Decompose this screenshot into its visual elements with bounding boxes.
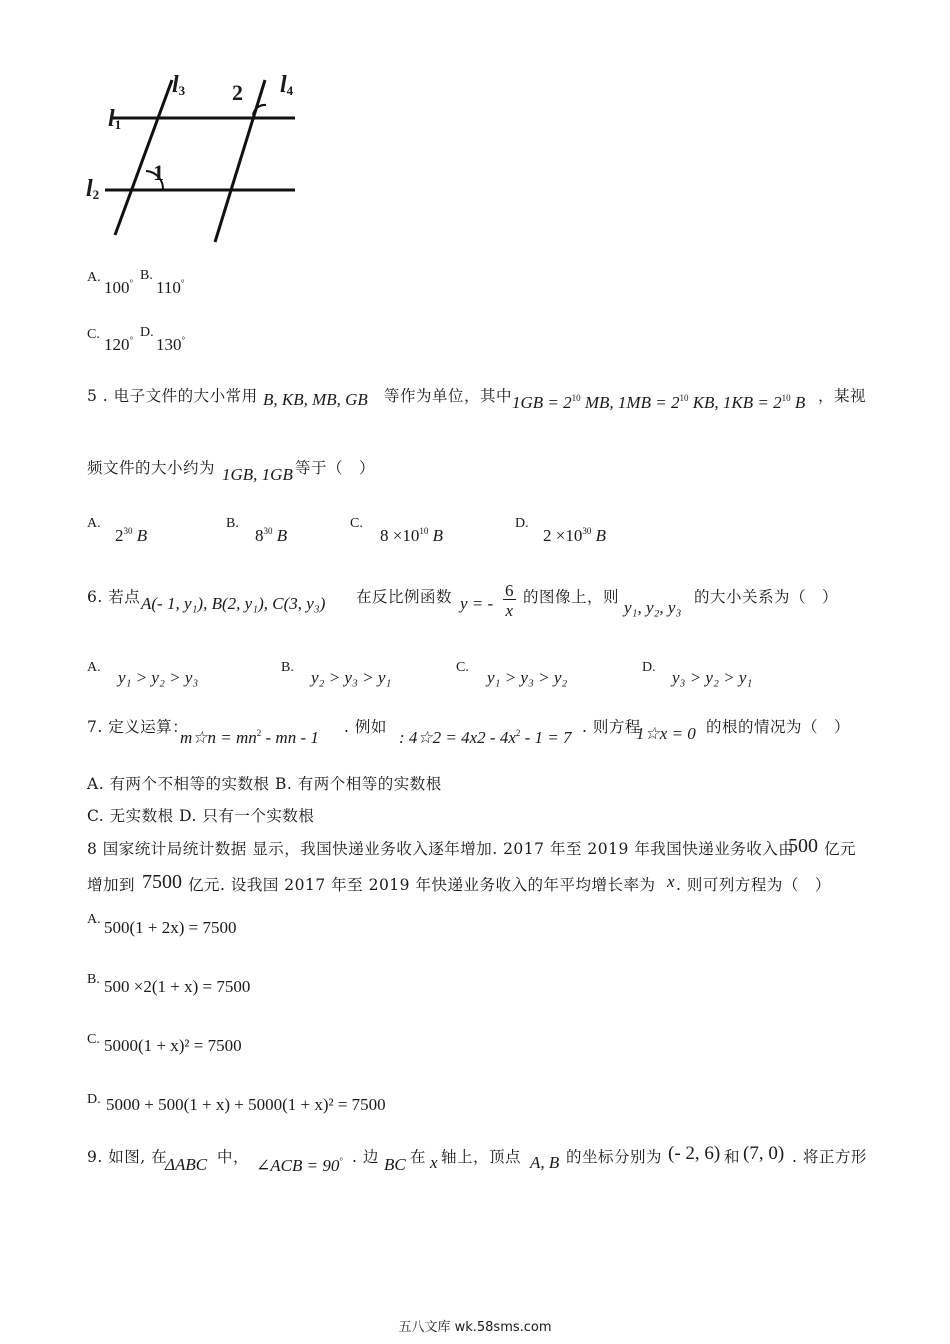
q7-options-line-2: C. 无实数根 D. 只有一个实数根 (87, 807, 315, 825)
q6-option-a-value: y₁ > y₂ > y₃ (118, 668, 199, 687)
q5-option-d-value: $2 \times 10^{30}$ B (543, 526, 606, 545)
q5-relation: $1GB = 2^{10}$ MB, $1MB = 2^{10}$ KB, $1KB = 2^{10}$ B (512, 393, 806, 412)
label-angle-2: 2 (232, 80, 243, 105)
q6-option-d-value: y₃ > y₂ > y₁ (672, 668, 753, 687)
q7-options-line-1: A. 有两个不相等的实数根 B. 有两个相等的实数根 (87, 775, 442, 793)
q8-line2-var: x (667, 872, 675, 891)
q9-axis-x: x (430, 1153, 438, 1172)
q4-option-a-value: 100° (104, 278, 134, 297)
q6-option-b-value: y₂ > y₃ > y₁ (311, 668, 392, 687)
q4-option-d-letter: D. (140, 325, 154, 340)
q6-func-fraction: $\frac{6}{x}$ (505, 581, 514, 620)
q5-line2-b: 等于（ ） (295, 459, 376, 477)
q9-stem-b: 中， (217, 1148, 250, 1166)
q7-stem-a: 7. 定义运算： (87, 718, 189, 736)
q6-option-b-letter: B. (281, 660, 294, 675)
label-angle-1: 1 (153, 160, 164, 185)
q4-option-b-value: 110° (156, 278, 185, 297)
q9-stem-e: 轴上，顶点 (441, 1148, 522, 1166)
q6-stem-b: 在反比例函数 (356, 588, 453, 606)
q9-coord-b: (7, 0) (743, 1143, 785, 1164)
q7-stem-d: 的根的情况为（ ） (706, 718, 851, 736)
q5-stem-b: 等作为单位，其中 (384, 387, 513, 405)
q4-option-b-letter: B. (140, 268, 153, 283)
label-l4: $l_4$ (280, 72, 294, 98)
q6-vars: y₁, y₂, y₃ (624, 598, 682, 617)
q5-line2-math: 1GB, 1GB (222, 465, 293, 484)
q7-example: : 4☆2 = $4x2 - 4x^2 - 1 = 7$ (399, 728, 572, 747)
q6-option-c-letter: C. (456, 660, 469, 675)
parallel-lines-figure (80, 70, 310, 250)
q9-coord-a: (- 2, 6) (668, 1143, 721, 1164)
q9-vertices: A, B (530, 1153, 560, 1172)
q6-stem-a: 6. 若点 (87, 588, 141, 606)
q8-option-a-value: 500(1 + 2x) = 7500 (104, 918, 237, 937)
label-l2: $l_2$ (86, 176, 100, 202)
q9-stem-h: . 将正方形 (792, 1148, 867, 1166)
q6-points: A(- 1, y₁), B(2, y₁), C(3, y₃) (141, 594, 326, 613)
q9-triangle: ΔABC (165, 1155, 208, 1174)
q8-line1-a: 8 国家统计局统计数据 显示，我国快递业务收入逐年增加. 2017 年至 2019 年我国快递业务收入由 (87, 840, 795, 858)
q6-stem-c: 的图像上，则 (523, 588, 620, 606)
q5-line2-a: 频文件的大小约为 (87, 459, 216, 477)
q5-option-b-value: $8^{30}$ B (255, 526, 288, 545)
q8-line2-a: 增加到 (87, 876, 136, 894)
q6-func-lhs: y = - (460, 594, 494, 613)
q6-option-a-letter: A. (87, 660, 101, 675)
q5-option-a-value: $2^{30}$ B (115, 526, 148, 545)
q4-option-d-value: 130° (156, 335, 186, 354)
q8-line1-num: 500 (788, 835, 818, 857)
q5-stem-a: 5 . 电子文件的大小常用 (87, 387, 258, 405)
q8-option-d-value: 5000 + 500(1 + x) + 5000(1 + x)² = 7500 (106, 1095, 386, 1114)
q7-definition: m☆n = $mn^2$ - mn - 1 (180, 728, 319, 747)
q5-option-c-value: $8 \times 10^{10}$ B (380, 526, 443, 545)
q8-line2-b: 亿元. 设我国 2017 年至 2019 年快递业务收入的年平均增长率为 (188, 876, 656, 894)
label-l1: $l_1$ (108, 106, 122, 132)
q8-option-b-value: 500 ×2(1 + x) = 7500 (104, 977, 251, 996)
q8-line2-c: . 则可列方程为（ ） (676, 876, 831, 894)
q6-option-c-value: y₁ > y₃ > y₂ (487, 668, 568, 687)
q9-stem-f: 的坐标分别为 (566, 1148, 663, 1166)
q9-side-bc: BC (384, 1155, 406, 1174)
label-l3: $l_3$ (172, 72, 186, 98)
q8-line1-b: 亿元 (824, 840, 857, 858)
q8-option-c-value: 5000(1 + x)² = 7500 (104, 1036, 242, 1055)
q9-stem-a: 9. 如图, 在 (87, 1148, 168, 1166)
page-footer-watermark: 五八文库 wk.58sms.com (398, 1320, 552, 1335)
q7-stem-b: . 例如 (344, 718, 387, 736)
q9-angle: ∠ACB = 90° (256, 1156, 343, 1175)
q5-option-b-letter: B. (226, 516, 239, 531)
q8-option-a-letter: A. (87, 912, 101, 927)
q4-option-a-letter: A. (87, 270, 101, 285)
q5-units: B, KB, MB, GB (263, 390, 368, 409)
q8-option-b-letter: B. (87, 972, 100, 987)
q5-option-c-letter: C. (350, 516, 363, 531)
q7-equation: 1☆x = 0 (636, 724, 696, 743)
q6-option-d-letter: D. (642, 660, 656, 675)
q7-stem-c: . 则方程 (582, 718, 641, 736)
q5-option-d-letter: D. (515, 516, 529, 531)
q9-stem-d: 在 (410, 1148, 427, 1166)
q8-line2-num: 7500 (142, 871, 182, 893)
q5-stem-c: ，某视 (818, 387, 867, 405)
q8-option-d-letter: D. (87, 1092, 101, 1107)
q6-stem-d: 的大小关系为（ ） (694, 588, 839, 606)
line-l3 (115, 80, 172, 235)
q4-option-c-letter: C. (87, 327, 100, 342)
q5-option-a-letter: A. (87, 516, 101, 531)
q9-stem-g: 和 (724, 1148, 741, 1166)
q4-option-c-value: 120° (104, 335, 134, 354)
q9-stem-c: . 边 (352, 1148, 379, 1166)
q8-option-c-letter: C. (87, 1032, 100, 1047)
